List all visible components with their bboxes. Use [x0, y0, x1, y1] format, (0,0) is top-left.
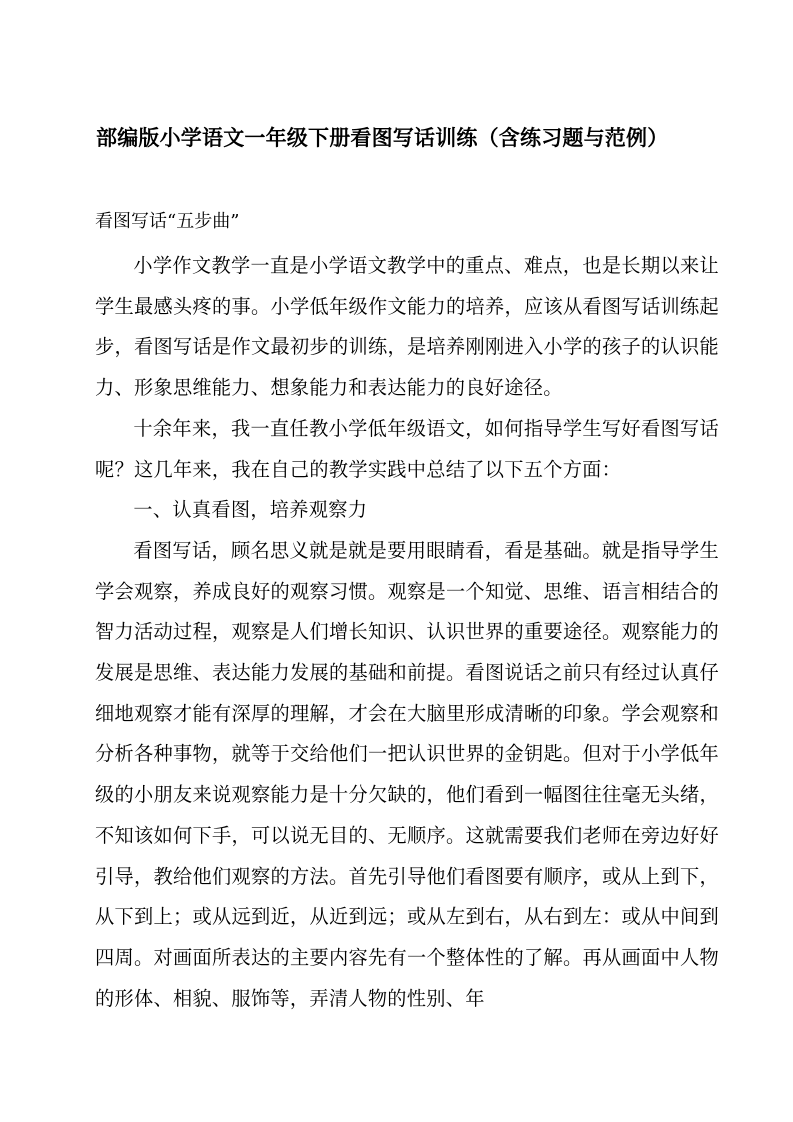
section-subtitle: 看图写话“五步曲” [95, 211, 240, 232]
paragraph-experience: 十余年来，我一直任教小学低年级语文，如何指导学生写好看图写话呢？这几年来，我在自己的教学实践中总结了以下五个方面： [95, 416, 719, 481]
paragraph-intro: 小学作文教学一直是小学语文教学中的重点、难点，也是长期以来让学生最感头疼的事。小学低年级作文能力的培养，应该从看图写话训练起步，看图写话是作文最初步的训练，是培养刚刚进入小学的孩子的认识能力、形象思维能力、想象能力和表达能力的良好途径。 [95, 254, 719, 400]
paragraph-observation: 看图写话，顾名思义就是就是要用眼睛看，看是基础。就是指导学生学会观察，养成良好的观察习惯。观察是一个知觉、思维、语言相结合的智力活动过程，观察是人们增长知识、认识世界的重要途径。观察能力的发展是思维、表达能力发展的基础和前提。看图说话之前只有经过认真仔细地观察才能有深厚的理解，才会在大脑里形成清晰的印象。学会观察和分析各种事物，就等于交给他们一把认识世界的金钥匙。但对于小学低年级的小朋友来说观察能力是十分欠缺的，他们看到一幅图往往毫无头绪，不知该如何下手，可以说无目的、无顺序。这就需要我们老师在旁边好好引导，教给他们观察的方法。首先引导他们看图要有顺序，或从上到下，从下到上；或从远到近，从近到远；或从左到右，从右到左：或从中间到四周。对画面所表达的主要内容先有一个整体性的了解。再从画面中人物的形体、相貌、服饰等，弄清人物的性别、年 [95, 538, 719, 1010]
section-heading-observe: 一、认真看图，培养观察力 [133, 498, 368, 522]
document-title: 部编版小学语文一年级下册看图写话训练（含练习题与范例） [96, 125, 669, 150]
body-text [95, 246, 719, 1019]
